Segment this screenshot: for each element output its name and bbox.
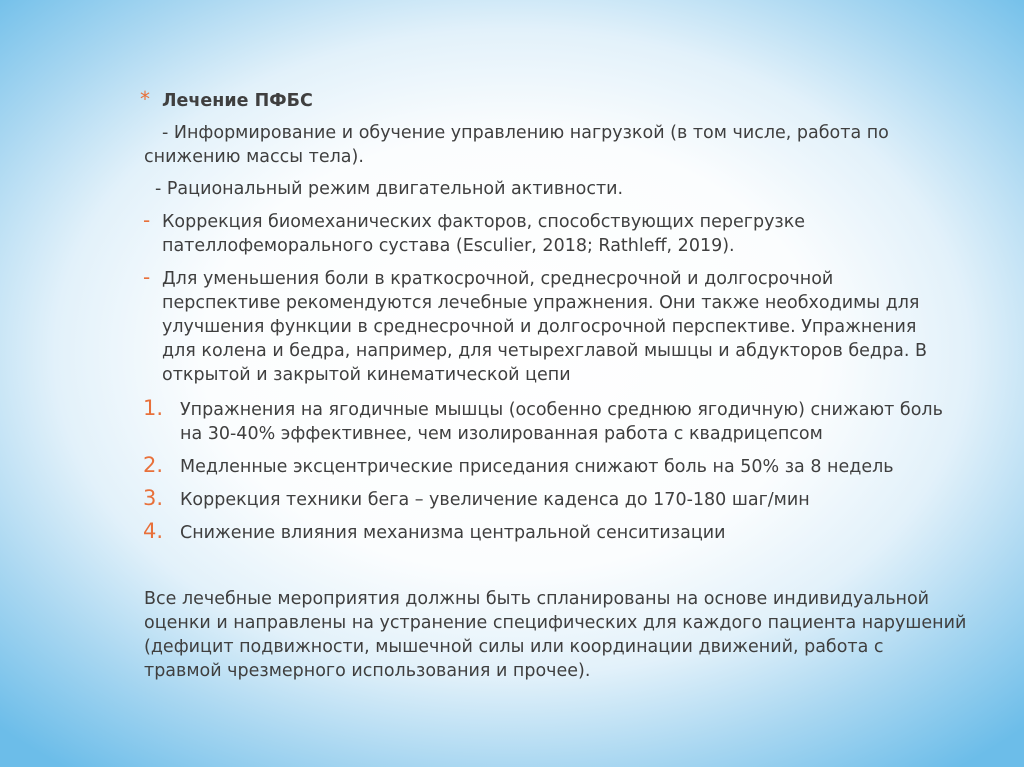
dash-bullet-icon: -	[143, 265, 151, 289]
dash-item-2-line-3: улучшения функции в среднесрочной и долгосрочной перспективе. Упражнения	[162, 317, 917, 337]
sub-item-1-line-2: снижению массы тела).	[144, 147, 364, 167]
sub-item-2-line-1: - Рациональный режим двигательной активности.	[155, 179, 624, 199]
number-2-icon: 2.	[143, 453, 164, 477]
numbered-item-1-line-2: на 30-40% эффективнее, чем изолированная работа с квадрицепсом	[180, 424, 823, 444]
numbered-item-1-line-1: Упражнения на ягодичные мышцы (особенно среднюю ягодичную) снижают боль	[180, 400, 943, 420]
conclusion-line-4: травмой чрезмерного использования и прочее).	[144, 661, 591, 681]
numbered-item-4-line-1: Снижение влияния механизма центральной сенситизации	[180, 523, 726, 543]
dash-item-2-line-2: перспективе рекомендуются лечебные упражнения. Они также необходимы для	[162, 293, 920, 313]
slide-title: Лечение ПФБС	[162, 91, 313, 111]
dash-bullet-icon: -	[143, 208, 151, 232]
conclusion-line-3: (дефицит подвижности, мышечной силы или координации движений, работа с	[144, 637, 884, 657]
numbered-item-3-line-1: Коррекция техники бега – увеличение каденса до 170-180 шаг/мин	[180, 490, 810, 510]
dash-item-2-line-5: открытой и закрытой кинематической цепи	[162, 365, 571, 385]
dash-item-2-line-4: для колена и бедра, например, для четырехглавой мышцы и абдукторов бедра. В	[162, 341, 927, 361]
number-3-icon: 3.	[143, 486, 164, 510]
dash-item-1-line-2: пателлофеморального сустава (Esculier, 2018; Rathleff, 2019).	[162, 236, 735, 256]
title-bullet-icon: *	[140, 87, 150, 111]
dash-item-2-line-1: Для уменьшения боли в краткосрочной, среднесрочной и долгосрочной	[162, 269, 834, 289]
dash-item-1-line-1: Коррекция биомеханических факторов, способствующих перегрузке	[162, 212, 806, 232]
sub-item-1-line-1: - Информирование и обучение управлению нагрузкой (в том числе, работа по	[162, 123, 889, 143]
number-4-icon: 4.	[143, 519, 164, 543]
conclusion-line-1: Все лечебные мероприятия должны быть спланированы на основе индивидуальной	[144, 589, 930, 609]
conclusion-line-2: оценки и направлены на устранение специфических для каждого пациента нарушений	[144, 613, 967, 633]
numbered-item-2-line-1: Медленные эксцентрические приседания снижают боль на 50% за 8 недель	[180, 457, 894, 477]
number-1-icon: 1.	[143, 396, 164, 420]
